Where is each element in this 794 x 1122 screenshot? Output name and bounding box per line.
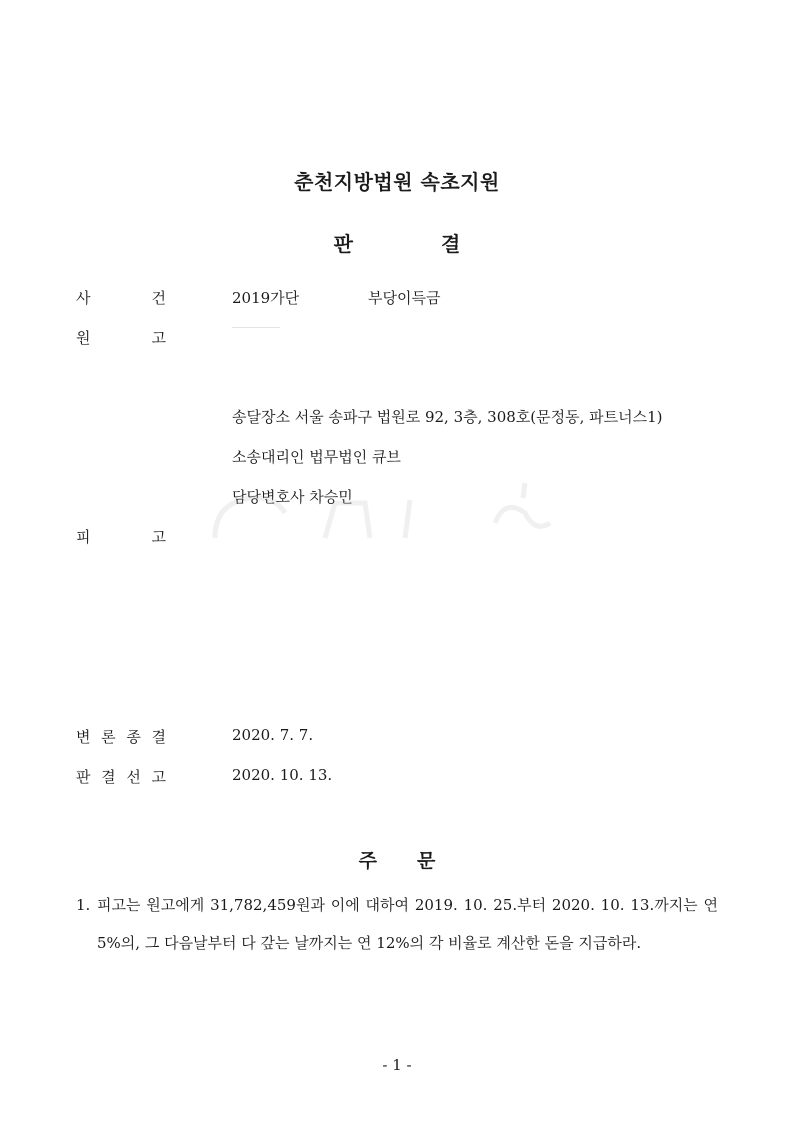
- closing-date: 2020. 7. 7.: [232, 726, 314, 744]
- label-char: 결: [151, 728, 166, 746]
- order-item-text: 피고는 원고에게 31,782,459원과 이에 대하여 2019. 10. 25.부터 2020. 10. 13.까지는 연 5%의, 그 다음날부터 다 갚는 날까지는 연 12%의 각 비율로 계산한 돈을 지급하라.: [97, 896, 718, 952]
- redacted-mark: [232, 327, 280, 328]
- label-char: 변: [76, 728, 91, 746]
- document-title-char: 결: [441, 232, 461, 256]
- service-address: 송달장소 서울 송파구 법원로 92, 3층, 308호(문정동, 파트너스1): [232, 408, 663, 426]
- label-char: 사: [76, 289, 91, 307]
- legal-counsel: 소송대리인 법무법인 큐브: [232, 448, 401, 466]
- counsel-row: [0, 446, 794, 470]
- label-char: 원: [76, 329, 91, 347]
- label-char: 피: [76, 528, 91, 546]
- label-char: 선: [126, 768, 141, 786]
- sentencing-row: [0, 766, 794, 790]
- page-number: - 1 -: [382, 1056, 412, 1074]
- label-char: 건: [151, 289, 166, 307]
- label-char: 종: [126, 728, 141, 746]
- order-item: [76, 886, 718, 962]
- order-title-char: 주: [358, 850, 377, 872]
- court-name: 춘천지방법원 속초지원: [294, 170, 500, 194]
- case-label: [76, 287, 166, 308]
- label-char: 고: [151, 528, 166, 546]
- sentencing-label: [76, 766, 166, 787]
- attorney-in-charge: 담당변호사 차승민: [232, 488, 353, 506]
- case-row: [0, 287, 794, 311]
- plaintiff-row: [0, 327, 794, 351]
- order-title-char: 문: [417, 850, 436, 872]
- closing-row: [0, 726, 794, 750]
- document-title-char: 판: [333, 232, 353, 256]
- case-name: 부당이득금: [368, 289, 441, 307]
- case-number: 2019가단: [232, 289, 300, 307]
- plaintiff-label: [76, 327, 166, 348]
- defendant-label: [76, 526, 166, 547]
- label-char: 론: [101, 728, 116, 746]
- document-title: [0, 228, 794, 257]
- label-char: 고: [151, 768, 166, 786]
- label-char: 고: [151, 329, 166, 347]
- label-char: 판: [76, 768, 91, 786]
- order-item-number: 1.: [76, 896, 91, 914]
- sentencing-date: 2020. 10. 13.: [232, 766, 333, 784]
- label-char: 결: [101, 768, 116, 786]
- closing-label: [76, 726, 166, 747]
- service-address-row: [0, 406, 794, 430]
- order-title: [0, 846, 794, 873]
- defendant-row: [0, 526, 794, 550]
